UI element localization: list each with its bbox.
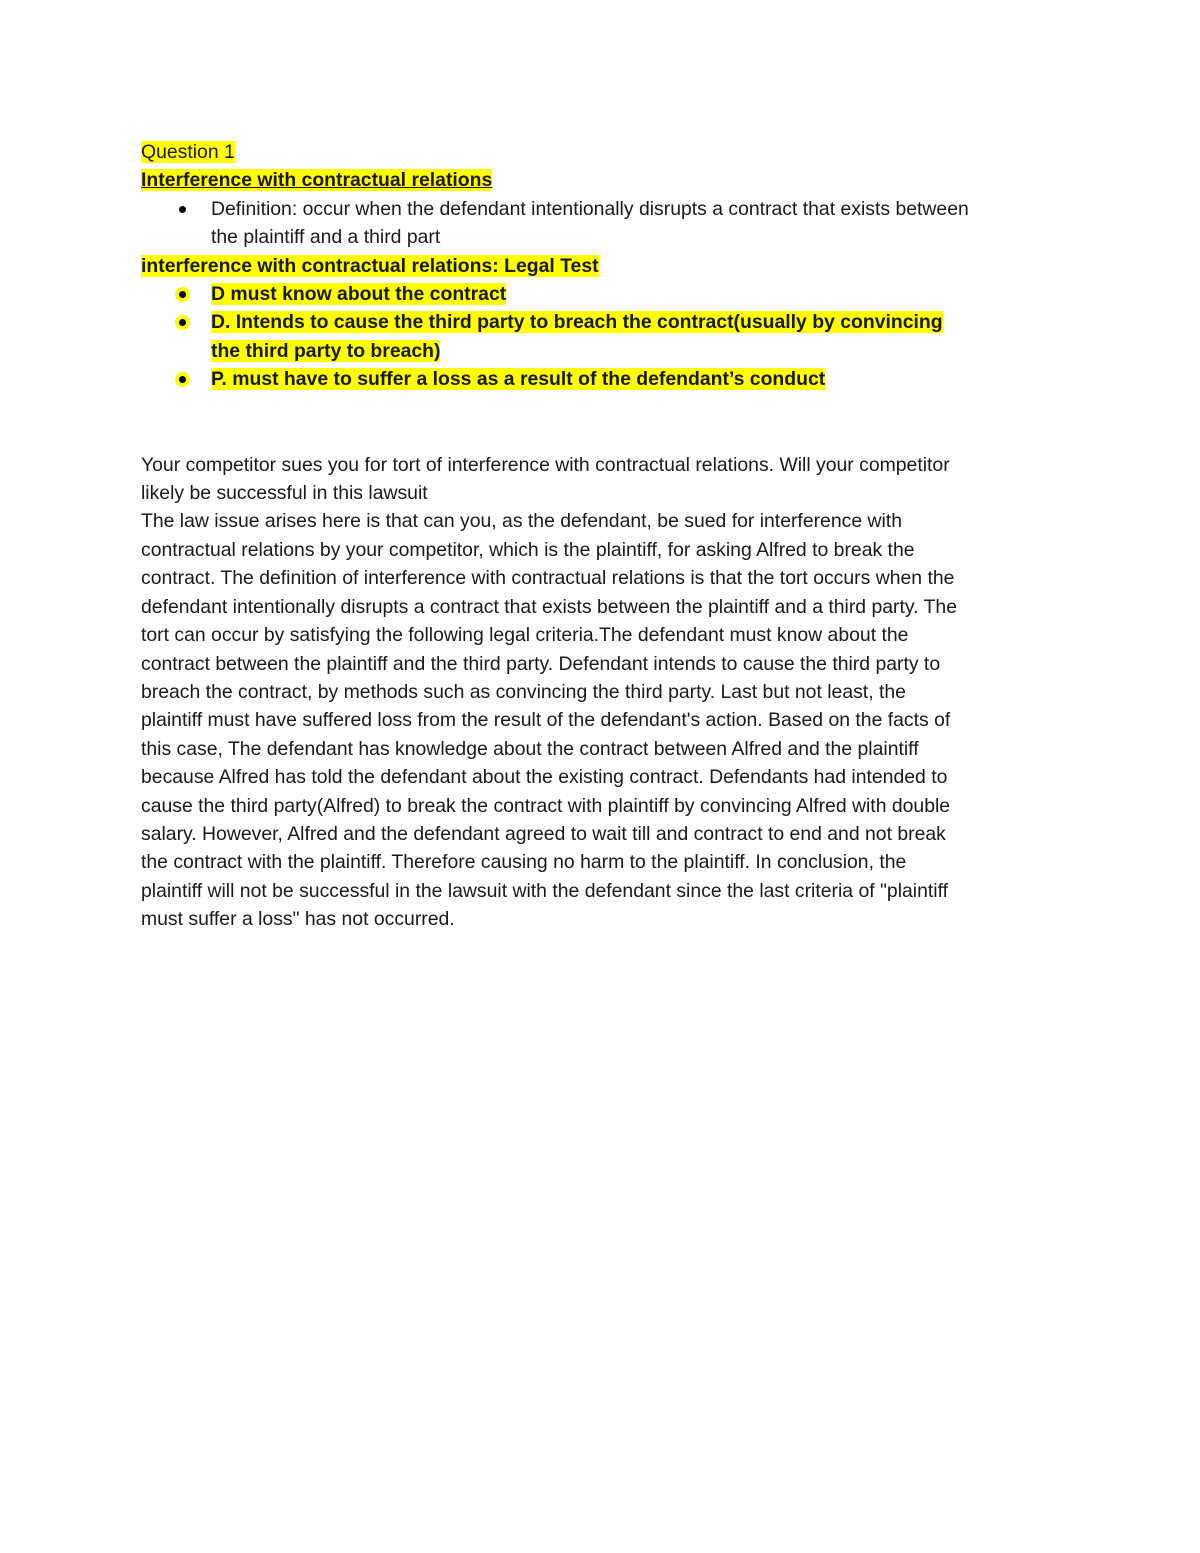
answer-line-6: contract between the plaintiff and the third party. Defendant intends to cause the third party to bbox=[141, 652, 941, 675]
answer-line-13: the contract with the plaintiff. Therefore causing no harm to the plaintiff. In conclusion, the bbox=[141, 851, 907, 874]
answer-line-11: cause the third party(Alfred) to break the contract with plaintiff by convincing Alfred with double bbox=[141, 794, 951, 817]
bullet-icon bbox=[179, 206, 186, 213]
answer-line-5: tort can occur by satisfying the following legal criteria.The defendant must know about the bbox=[141, 624, 909, 647]
question-line-2: likely be successful in this lawsuit bbox=[141, 482, 428, 505]
question-label-line bbox=[141, 138, 1061, 166]
legal-test-item-1-line-1: D must know about the contract bbox=[211, 283, 507, 306]
legal-test-item-3-line-1: P. must have to suffer a loss as a result of the defendant’s conduct bbox=[211, 368, 826, 391]
legal-test-item-3 bbox=[141, 365, 1061, 393]
definition-line-2: the plaintiff and a third part bbox=[211, 226, 441, 249]
bullet-icon bbox=[179, 291, 186, 298]
bullet-icon bbox=[179, 376, 186, 383]
answer-line-15: must suffer a loss" has not occurred. bbox=[141, 908, 455, 931]
legal-test-list bbox=[141, 280, 1061, 394]
definition-line-1: Definition: occur when the defendant intentionally disrupts a contract that exists between bbox=[211, 197, 969, 220]
bullet-icon bbox=[179, 319, 186, 326]
answer-line-12: salary. However, Alfred and the defendant agreed to wait till and contract to end and not break bbox=[141, 822, 946, 845]
answer-line-8: plaintiff must have suffered loss from the result of the defendant's action. Based on the facts of bbox=[141, 709, 951, 732]
answer-line-2: contractual relations by your competitor, which is the plaintiff, for asking Alfred to break the bbox=[141, 538, 915, 561]
legal-test-title-line bbox=[141, 252, 1061, 280]
definition-item bbox=[141, 195, 1061, 252]
legal-test-item-2 bbox=[141, 308, 1061, 365]
blank-space bbox=[141, 394, 1061, 451]
section-title-line bbox=[141, 166, 1061, 194]
legal-test-item-1 bbox=[141, 280, 1061, 308]
document-body bbox=[141, 138, 1061, 934]
answer-line-10: because Alfred has told the defendant about the existing contract. Defendants had intended to bbox=[141, 766, 948, 789]
legal-test-item-2-line-2: the third party to breach) bbox=[211, 339, 441, 362]
section-title: Interference with contractual relations bbox=[141, 169, 493, 192]
question-label: Question 1 bbox=[141, 141, 235, 163]
answer-line-4: defendant intentionally disrupts a contract that exists between the plaintiff and a third party. The bbox=[141, 595, 957, 618]
answer-line-7: breach the contract, by methods such as convincing the third party. Last but not least, the bbox=[141, 680, 906, 703]
legal-test-item-2-line-1: D. Intends to cause the third party to breach the contract(usually by convincing bbox=[211, 311, 943, 334]
definition-list bbox=[141, 195, 1061, 252]
question-paragraph bbox=[141, 451, 1061, 508]
answer-line-3: contract. The definition of interference with contractual relations is that the tort occurs when the bbox=[141, 567, 955, 590]
legal-test-title: interference with contractual relations: Legal Test bbox=[141, 254, 599, 277]
answer-line-1: The law issue arises here is that can you, as the defendant, be sued for interference with bbox=[141, 510, 902, 533]
question-line-1: Your competitor sues you for tort of interference with contractual relations. Will your competitor bbox=[141, 453, 950, 476]
answer-line-14: plaintiff will not be successful in the lawsuit with the defendant since the last criteria of "plaintiff bbox=[141, 879, 949, 902]
answer-line-9: this case, The defendant has knowledge about the contract between Alfred and the plaintiff bbox=[141, 737, 919, 760]
answer-paragraph bbox=[141, 507, 1061, 933]
